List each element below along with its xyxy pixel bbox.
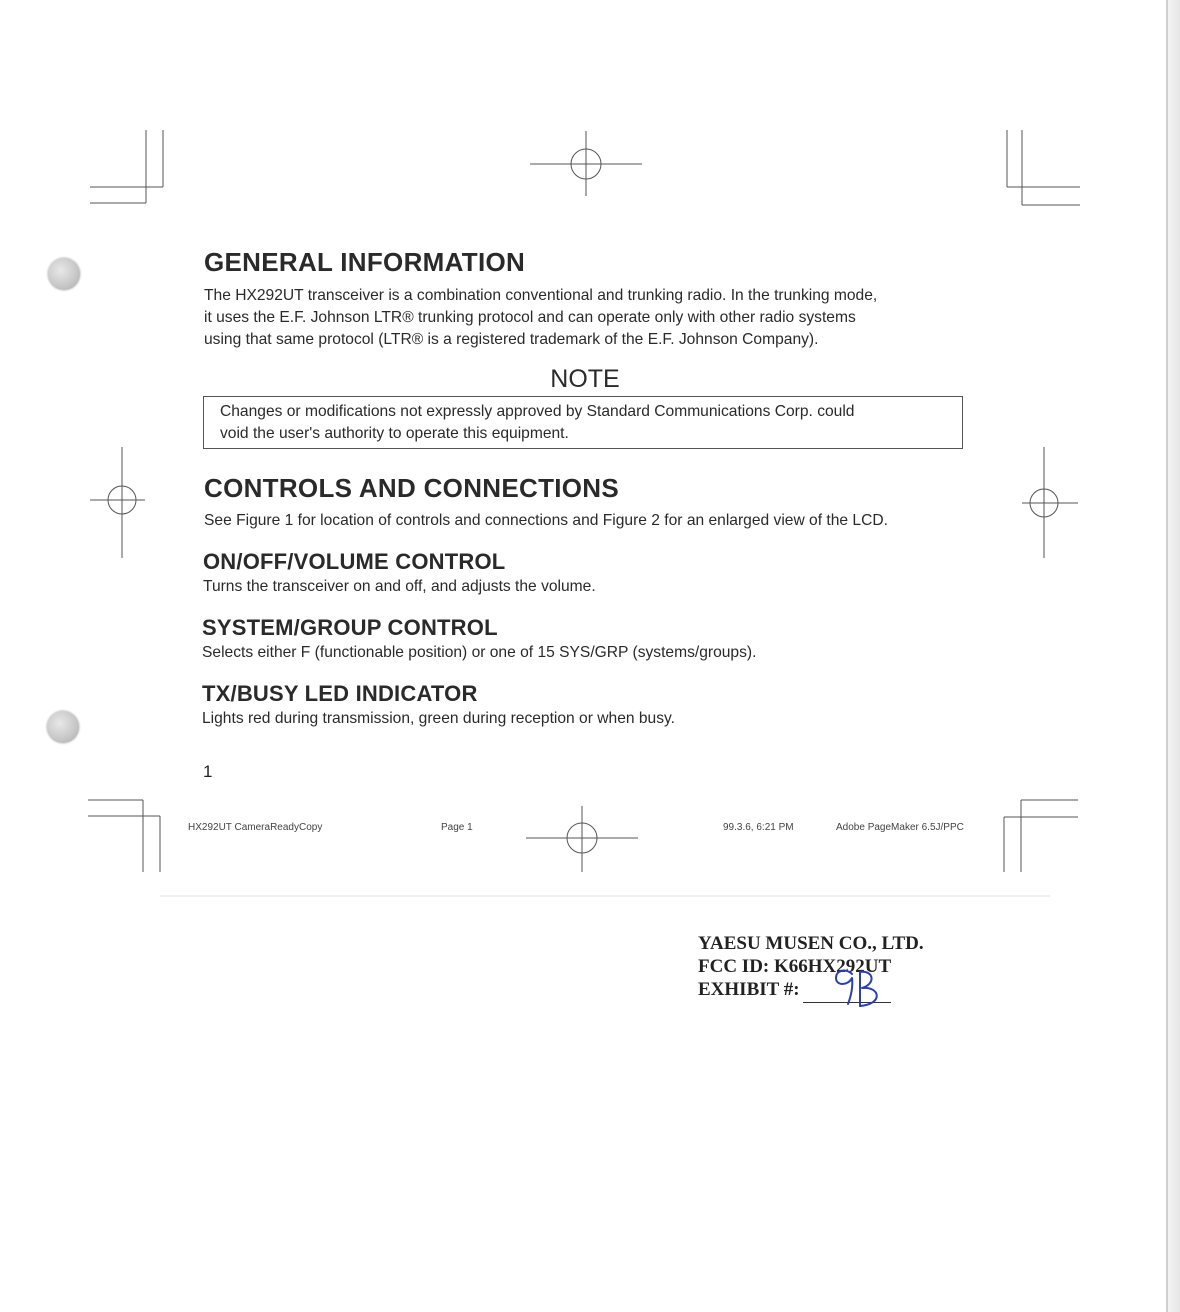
note-line-2: void the user's authority to operate this equipment. (220, 425, 569, 442)
heading-controls-connections: CONTROLS AND CONNECTIONS (204, 473, 620, 503)
handwritten-exhibit-number (826, 966, 898, 1012)
controls-text: See Figure 1 for location of controls and connections and Figure 2 for an enlarged view of the LCD. (204, 512, 888, 529)
on-off-text: Turns the transceiver on and off, and adjusts the volume. (203, 578, 596, 595)
general-info-line-1: The HX292UT transceiver is a combination conventional and trunking radio. In the trunking mode, (204, 287, 878, 304)
heading-system-group: SYSTEM/GROUP CONTROL (202, 615, 498, 640)
note-title: NOTE (550, 365, 620, 393)
stamp-exhibit-label: EXHIBIT #: (698, 979, 800, 1000)
stamp-fcc-id: FCC ID: K66HX292UT (698, 956, 892, 977)
tx-busy-text: Lights red during transmission, green during reception or when busy. (202, 710, 675, 727)
page-number: 1 (203, 762, 213, 781)
slug-file: HX292UT CameraReadyCopy (188, 822, 323, 833)
binder-hole-bottom (47, 711, 79, 743)
slug-app: Adobe PageMaker 6.5J/PPC (836, 822, 964, 833)
heading-on-off-volume: ON/OFF/VOLUME CONTROL (203, 549, 506, 574)
slug-page: Page 1 (441, 822, 473, 833)
note-box (203, 396, 963, 449)
note-text (220, 401, 854, 445)
stamp-company: YAESU MUSEN CO., LTD. (698, 933, 924, 954)
slug-datetime: 99.3.6, 6:21 PM (723, 822, 794, 833)
general-info-line-2: it uses the E.F. Johnson LTR® trunking protocol and can operate only with other radio systems (204, 309, 856, 326)
system-group-text: Selects either F (functionable position) or one of 15 SYS/GRP (systems/groups). (202, 644, 757, 661)
note-line-1: Changes or modifications not expressly approved by Standard Communications Corp. could (220, 403, 855, 420)
general-info-line-3: using that same protocol (LTR® is a registered trademark of the E.F. Johnson Company). (204, 331, 819, 348)
binder-hole-top (48, 258, 80, 290)
heading-tx-busy-led: TX/BUSY LED INDICATOR (202, 681, 478, 706)
heading-general-information: GENERAL INFORMATION (204, 247, 526, 277)
